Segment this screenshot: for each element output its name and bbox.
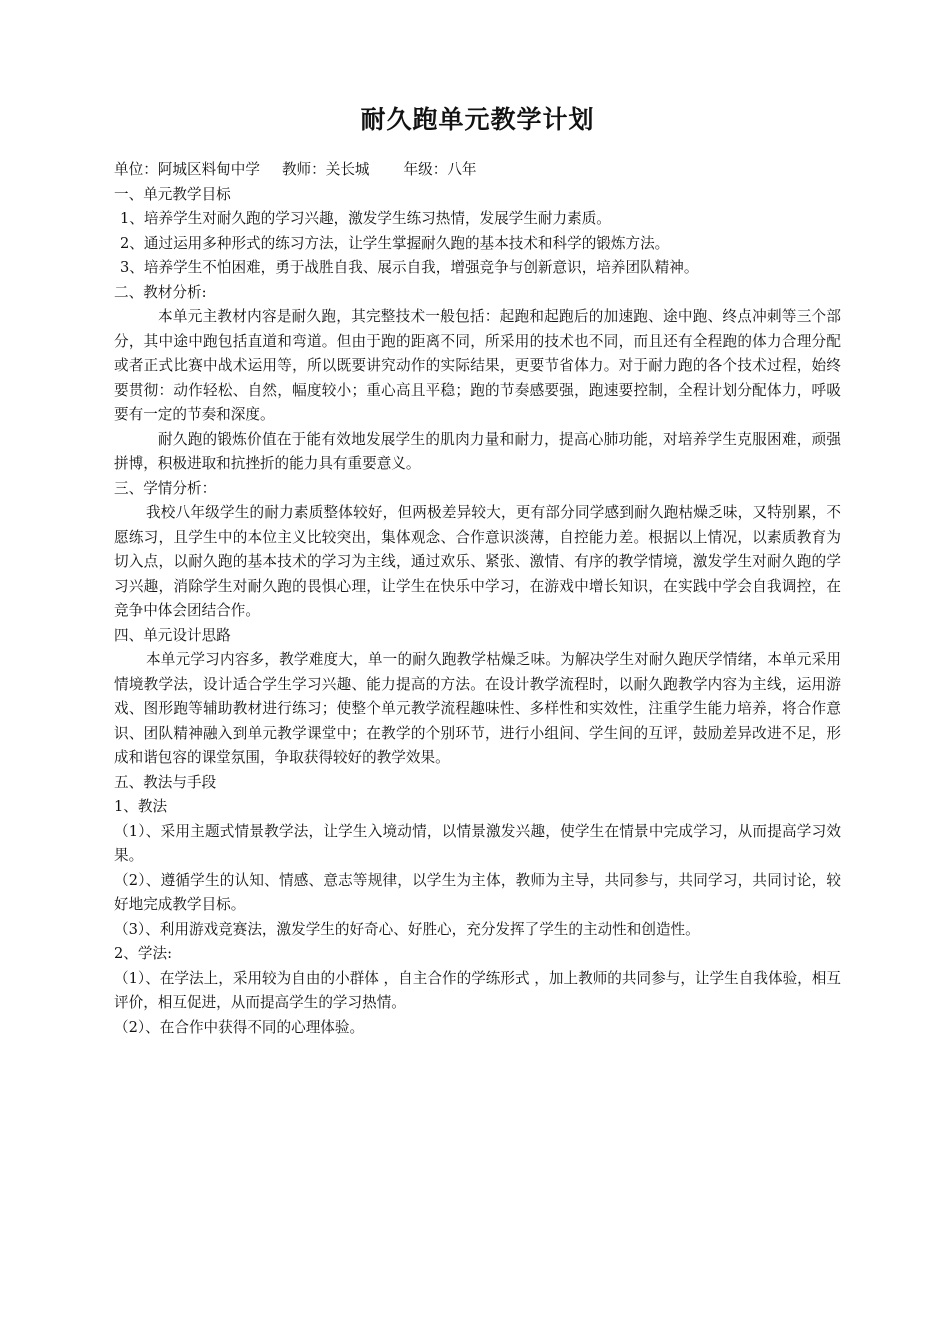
target-item-1: 1、培养学生对耐久跑的学习兴趣，激发学生练习热情，发展学生耐力素质。 [120, 210, 611, 227]
learning-method-item-1: （1）、在学法上，采用较为自由的小群体 ，自主合作的学练形式 ，加上教师的共同参与，让学生自我体验，相互评价，相互促进，从而提高学生的学习热情。 [114, 969, 841, 1011]
target-item-2: 2、通过运用多种形式的练习方法，让学生掌握耐久跑的基本技术和科学的锻炼方法。 [120, 234, 670, 252]
student-analysis-paragraph: 我校八年级学生的耐力素质整体较好，但两极差异较大，更有部分同学感到耐久跑枯燥乏味，又特别累，不愿练习，且学生中的本位主义比较突出，集体观念、合作意识淡薄，自控能力差。根据以上情况，以素质教育为切入点，以耐久跑的基本技术的学习为主线，通过欢乐、紧张、激情、有序的教学情境，激发学生对耐久跑的学习兴趣，消除学生对耐久跑的畏惧心理，让学生在快乐中学习，在游戏中增长知识，在实践中学会自我调控，在竞争中体会团结合作。 [114, 504, 841, 619]
teacher-label: 教师：关长城 [281, 161, 370, 178]
section2-heading: 二、教材分析: [114, 283, 207, 301]
material-paragraph-2: 耐久跑的锻炼价值在于能有效地发展学生的肌肉力量和耐力，提高心肺功能，对培养学生克服困难，顽强拼博，积极进取和抗挫折的能力具有重要意义。 [114, 430, 841, 472]
teaching-method-item-1: （1）、采用主题式情景教学法，让学生入境动情，以情景激发兴趣，使学生在情景中完成学习，从而提高学习效果。 [114, 822, 841, 864]
teaching-method-heading: 1、教法 [114, 798, 168, 815]
section3-heading: 三、学情分析： [114, 479, 217, 497]
learning-method-heading: 2、学法: [114, 945, 172, 962]
teaching-method-item-2: （2）、遵循学生的认知、情感、意志等规律，以学生为主体，教师为主导，共同参与，共同学习，共同讨论，较好地完成教学目标。 [114, 871, 841, 913]
learning-method-item-2: （2）、在合作中获得不同的心理体验。 [114, 1018, 365, 1036]
grade-label: 年级：八年 [403, 161, 477, 178]
material-paragraph-1: 本单元主教材内容是耐久跑，其完整技术一般包括：起跑和起跑后的加速跑、途中跑、终点冲刺等三个部分，其中途中跑包括直道和弯道。但由于跑的距离不同，所采用的技术也不同，而且还有全程跑的体力合理分配或者正式比赛中战术运用等，所以既要讲究动作的实际结果，更要节省体力。对于耐力跑的各个技术过程，始终要贯彻：动作轻松、自然，幅度较小；重心高且平稳；跑的节奏感要强，跑速要控制，全程计划分配体力，呼吸要有一定的节奏和深度。 [114, 308, 841, 423]
teaching-method-item-3: （3）、利用游戏竞赛法，激发学生的好奇心、好胜心，充分发挥了学生的主动性和创造性。 [114, 920, 700, 938]
unit-label: 单位：阿城区料甸中学 [114, 161, 260, 178]
document-title: 耐久跑单元教学计划 [360, 105, 595, 134]
document-page [114, 100, 841, 1040]
meta-line [114, 158, 841, 183]
section5-heading: 五、教法与手段 [114, 773, 217, 791]
design-paragraph: 本单元学习内容多，教学难度大，单一的耐久跑教学枯燥乏味。为解决学生对耐久跑厌学情绪，本单元采用情境教学法，设计适合学生学习兴趣、能力提高的方法。在设计教学流程时，以耐久跑教学内容为主线，运用游戏、图形跑等辅助教材进行练习；使整个单元教学流程趣味性、多样性和实效性，注重学生能力培养，将合作意识、团队精神融入到单元教学课堂中；在教学的个别环节，进行小组间、学生间的互评，鼓励差异改进不足，形成和谐包容的课堂氛围，争取获得较好的教学效果。 [114, 651, 841, 766]
section4-heading: 四、单元设计思路 [114, 626, 231, 644]
target-item-3: 3、培养学生不怕困难，勇于战胜自我、展示自我，增强竞争与创新意识，培养团队精神。 [120, 259, 699, 276]
section1-heading: 一、单元教学目标 [114, 185, 231, 203]
